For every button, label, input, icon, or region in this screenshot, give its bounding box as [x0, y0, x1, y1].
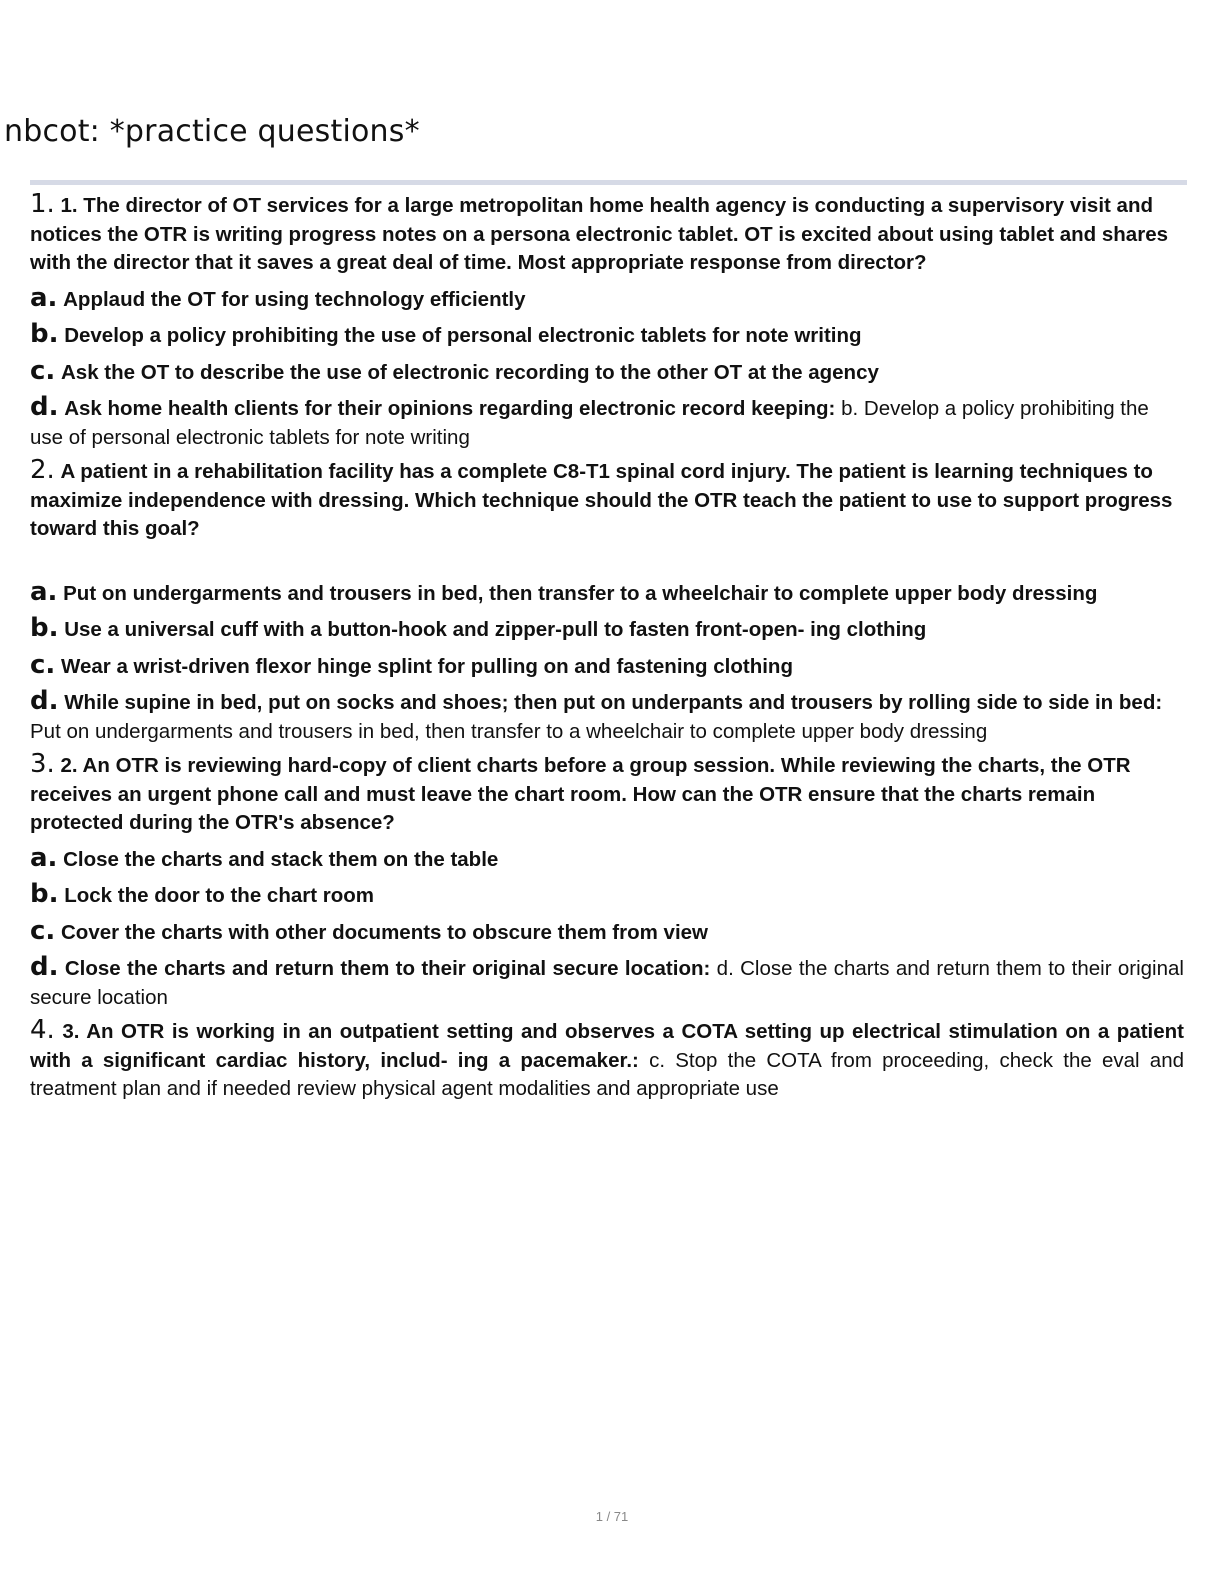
- option-d: [30, 953, 1184, 1012]
- option-a: [30, 578, 1184, 609]
- option-text: Close the charts and return them to their original secure location:: [64, 957, 711, 980]
- answer-text: b. Develop a policy prohibiting the use of personal electronic tablets for note writing: [30, 397, 1149, 449]
- question-number: 4.: [30, 1015, 55, 1045]
- option-a: [30, 284, 1184, 315]
- title-divider: [30, 180, 1187, 185]
- question-number: 2.: [30, 455, 55, 485]
- option-d: [30, 687, 1184, 746]
- option-label: c.: [30, 355, 56, 386]
- option-b: [30, 320, 1184, 351]
- option-text: Ask home health clients for their opinions regarding electronic record keeping:: [64, 397, 836, 420]
- option-text: Develop a policy prohibiting the use of personal electronic tablets for note writing: [64, 324, 862, 347]
- option-label: a.: [30, 842, 58, 873]
- answer-text: c. Stop the COTA from proceeding, check the eval and treatment plan and if needed review physical agent modalities and appropriate use: [30, 1048, 1184, 1100]
- answer-text: Put on undergarments and trousers in bed, then transfer to a wheelchair to complete upper body dressing: [30, 719, 988, 743]
- question-4: [30, 1016, 1184, 1104]
- option-label: b.: [30, 319, 59, 349]
- option-label: a.: [30, 576, 58, 607]
- question-text: 3. An OTR is working in an outpatient setting and observes a COTA setting up electrical stimulation on a patient with a significant cardiac history, includ- ing a pacemaker.:: [30, 1020, 1184, 1072]
- option-label: b.: [30, 879, 59, 909]
- option-label: d.: [30, 686, 59, 716]
- question-3: [30, 750, 1184, 838]
- option-d: [30, 393, 1184, 452]
- option-text: Cover the charts with other documents to obscure them from view: [61, 920, 709, 944]
- option-text: Put on undergarments and trousers in bed, then transfer to a wheelchair to complete upper body dressing: [63, 581, 1098, 605]
- option-label: c.: [30, 915, 56, 946]
- answer-text: d. Close the charts and return them to their original secure location: [30, 957, 1184, 1009]
- option-text: Ask the OT to describe the use of electronic recording to the other OT at the agency: [61, 360, 879, 384]
- option-text: While supine in bed, put on socks and shoes; then put on underpants and trousers by rolling side to side in bed:: [64, 691, 1163, 714]
- question-number: 1.: [30, 189, 55, 219]
- option-label: a.: [30, 282, 58, 313]
- option-text: Wear a wrist-driven flexor hinge splint for pulling on and fastening clothing: [61, 654, 793, 678]
- question-text: A patient in a rehabilitation facility has a complete C8-T1 spinal cord injury. The patient is learning techniques to maximize independence with dressing. Which technique should the OTR teach the patient to use to support progress toward this goal?: [30, 460, 1173, 540]
- question-number: 3.: [30, 749, 55, 779]
- page-number: 1 / 71: [595, 1509, 629, 1524]
- option-a: [30, 844, 1184, 875]
- question-text: 2. An OTR is reviewing hard-copy of client charts before a group session. While reviewing the charts, the OTR receives an urgent phone call and must leave the chart room. How can the OTR ensure that the charts remain protected during the OTR's absence?: [30, 754, 1131, 834]
- option-c: [30, 651, 1184, 682]
- option-c: [30, 357, 1184, 388]
- question-text: 1. The director of OT services for a large metropolitan home health agency is conducting a supervisory visit and notices the OTR is writing progress notes on a persona electronic tablet. OT is excited about using tablet and shares with the director that it saves a great deal of time. Most appropriate response from director?: [30, 194, 1168, 274]
- question-1: [30, 190, 1184, 278]
- option-b: [30, 880, 1184, 911]
- option-text: Applaud the OT for using technology efficiently: [63, 287, 526, 311]
- question-2: [30, 456, 1184, 544]
- option-text: Lock the door to the chart room: [64, 884, 374, 907]
- option-c: [30, 917, 1184, 948]
- option-label: d.: [30, 392, 59, 422]
- page-title: nbcot: *practice questions*: [4, 114, 420, 149]
- option-text: Close the charts and stack them on the table: [63, 847, 499, 871]
- option-label: d.: [30, 952, 59, 982]
- option-text: Use a universal cuff with a button-hook and zipper-pull to fasten front-open- ing clothing: [64, 618, 927, 641]
- option-b: [30, 614, 1184, 645]
- question-list: [30, 190, 1184, 1104]
- option-label: b.: [30, 613, 59, 643]
- option-label: c.: [30, 649, 56, 680]
